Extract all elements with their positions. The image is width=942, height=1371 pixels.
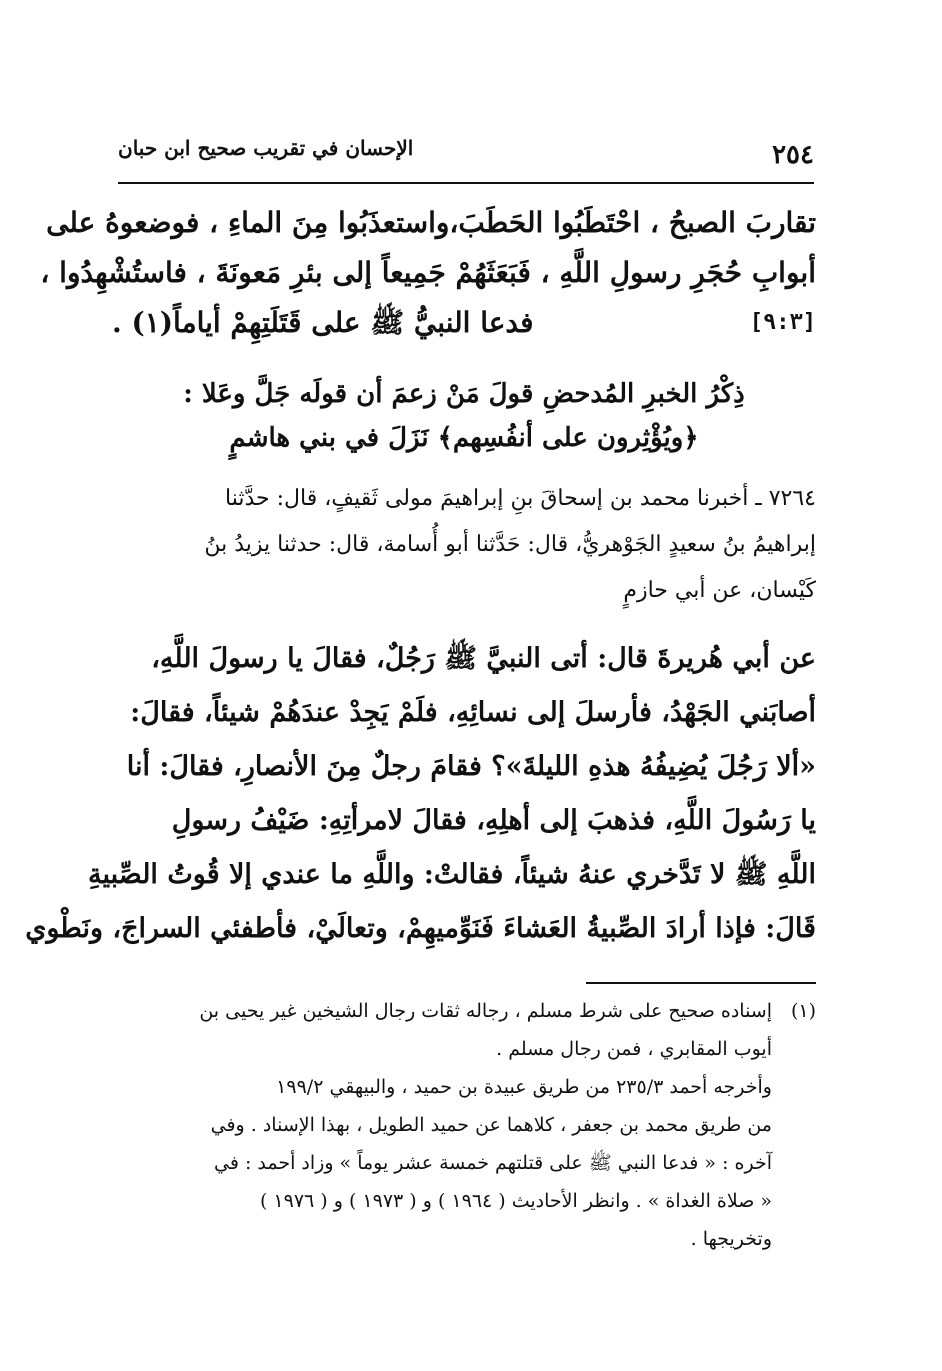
text-line: يا رَسُولَ اللَّهِ، فذهبَ إلى أهلِهِ، فقالَ لامرأتِهِ: ضَيْفُ رسولِ	[171, 805, 816, 836]
chapter-heading	[112, 372, 816, 460]
footnote-line: وأخرجه أحمد ٢٣٥/٣ من طريق عبيدة بن حميد ، والبيهقي ١٩٩/٢	[276, 1076, 772, 1098]
heading-line: ﴿ويُؤْثِرون على أنفُسِهم﴾ نَزَلَ في بني هاشمٍ	[229, 423, 699, 453]
text-line: عن أبي هُريرةَ قال: أتى النبيَّ ﷺ رَجُلٌ، فقالَ يا رسولَ اللَّهِ،	[151, 643, 816, 674]
footnotes	[112, 992, 816, 1258]
footnote-line: من طريق محمد بن جعفر ، كلاهما عن حميد الطويل ، بهذا الإسناد . وفي	[210, 1114, 772, 1136]
text-line: إبراهيمُ بنُ سعيدٍ الجَوْهريُّ، قال: حَدَّثنا أبو أُسامة، قال: حدثنا يزيدُ بنُ	[204, 532, 816, 557]
isnad-paragraph	[112, 476, 816, 614]
text-line: كَيْسان، عن أبي حازمٍ	[623, 578, 816, 603]
text-line: أبوابِ حُجَرِ رسولِ اللَّهِ ، فَبَعَثَهُمْ جَمِيعاً إلى بئرِ مَعونَةَ ، فاستُشْهِدُوا ،	[40, 256, 816, 289]
footnote-line	[112, 992, 816, 1030]
text-line: أصابَني الجَهْدُ، فأرسلَ إلى نسائِهِ، فلَمْ يَجِدْ عندَهُمْ شيئاً، فقالَ:	[130, 697, 816, 728]
text-line: قَالَ: فإذا أرادَ الصِّبيةُ العَشاءَ فَنَوِّميهِمْ، وتعالَيْ، فأطفئي السراجَ، ونَطْوي	[25, 913, 816, 944]
text-line: تقاربَ الصبحُ ، احْتَطَبُوا الحَطَبَ،واستعذَبُوا مِنَ الماءِ ، فوضعوهُ على	[46, 206, 816, 239]
footnote-line: وتخريجها .	[690, 1228, 772, 1250]
paragraph-continuation	[40, 198, 816, 348]
page-header	[118, 136, 814, 182]
footnote-marker: (١)	[790, 1000, 816, 1022]
heading-line: ذِكْرُ الخبرِ المُدحضِ قولَ مَنْ زعمَ أن قولَه جَلَّ وعَلا :	[183, 379, 745, 409]
text-line: «ألا رَجُلَ يُضِيفُهُ هذهِ الليلةَ»؟ فقامَ رجلٌ مِنَ الأنصارِ، فقالَ: أنا	[126, 751, 816, 782]
header-rule	[118, 182, 814, 184]
text-line-with-reference	[112, 298, 816, 348]
footnote-rule	[586, 982, 816, 984]
footnote-text: إسناده صحيح على شرط مسلم ، رجاله ثقات رجال الشيخين غير يحيى بن	[199, 1000, 772, 1022]
footnote-line: آخره : « فدعا النبي ﷺ على قتلتهم خمسة عشر يوماً » وزاد أحمد : في	[213, 1152, 772, 1174]
hadith-reference: [٩:٣]	[749, 310, 816, 335]
text-line: اللَّهِ ﷺ لا تَدَّخري عنهُ شيئاً، فقالتْ: واللَّهِ ما عندي إلا قُوتُ الصِّبيةِ	[88, 859, 816, 890]
page-number: ٢٥٤	[772, 140, 814, 170]
running-title: الإحسان في تقريب صحيح ابن حبان	[118, 136, 414, 160]
text-line: فدعا النبيُّ ﷺ على قَتَلَتِهِمْ أياماً(١) .	[112, 306, 534, 339]
footnote-line: « صلاة الغداة » . وانظر الأحاديث ( ١٩٦٤ ) و ( ١٩٧٣ ) و ( ١٩٧٦ )	[259, 1190, 772, 1212]
footnote-line: أيوب المقابري ، فمن رجال مسلم .	[496, 1038, 772, 1060]
matn-paragraph	[25, 632, 816, 956]
text-line: ٧٢٦٤ ـ أخبرنا محمد بن إسحاقَ بنِ إبراهيمَ مولى ثَقيفٍ، قال: حدَّثنا	[224, 486, 816, 511]
